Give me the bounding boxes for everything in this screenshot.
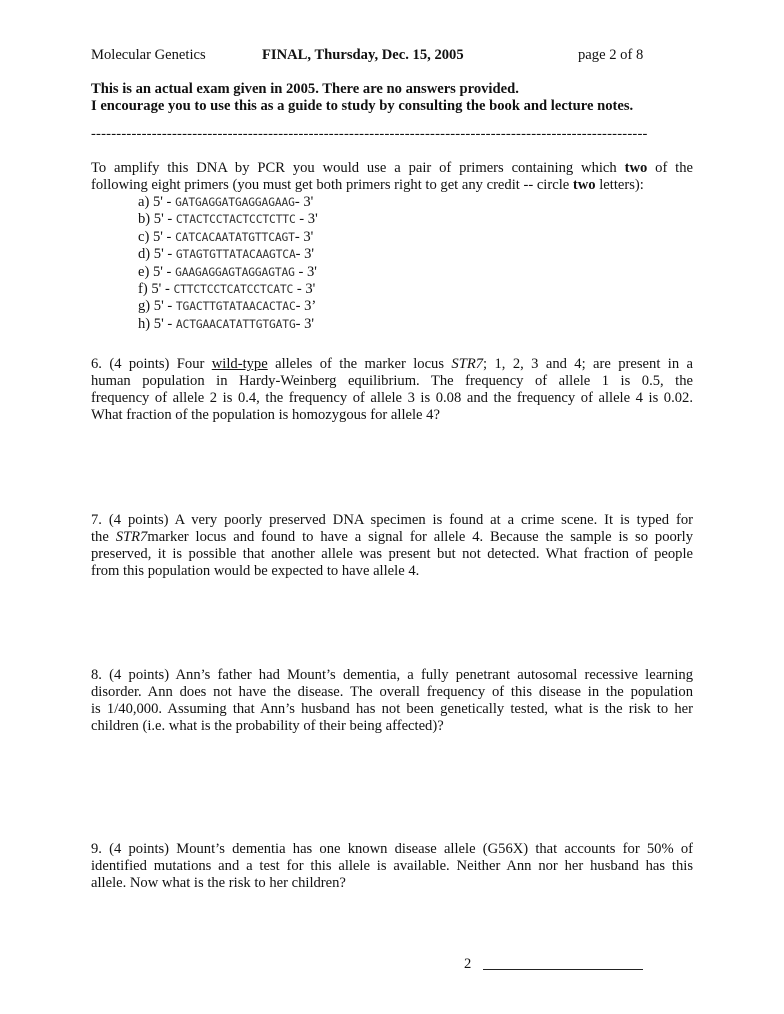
page-indicator: page 2 of 8	[578, 47, 644, 63]
primer-option-d[interactable]: d) 5' - GTAGTGTTATACAAGTCA- 3'	[138, 246, 315, 263]
question-9	[91, 841, 693, 892]
question-7-line-4: from this population would be expected to have allele 4.	[91, 563, 420, 579]
question-9-line-2: identified mutations and a test for this allele is available. Neither Ann nor her husband has this	[91, 858, 693, 874]
question-6-line-3: frequency of allele 2 is 0.4, the frequency of allele 3 is 0.08 and the frequency of allele 4 is 0.02.	[91, 390, 693, 406]
footer-page-number: 2	[464, 956, 472, 972]
question-8-line-3: is 1/40,000. Assuming that Ann’s husband has not been genetically tested, what is the risk to her	[91, 701, 693, 717]
question-7-line-3: preserved, it is possible that another allele was present but not detected. What fraction of people	[91, 546, 693, 562]
primer-option-b[interactable]: b) 5' - CTACTCCTACTCCTCTTC - 3'	[138, 211, 318, 228]
primer-option-e[interactable]: e) 5' - GAAGAGGAGTAGGAGTAG - 3'	[138, 263, 317, 280]
question-7	[91, 512, 693, 580]
primer-option-c[interactable]: c) 5' - CATCACAATATGTTCAGT- 3'	[138, 228, 314, 245]
question-8-line-1: 8. (4 points) Ann’s father had Mount’s dementia, a fully penetrant autosomal recessive learning	[91, 667, 693, 683]
pcr-question	[91, 160, 693, 194]
primer-option-f[interactable]: f) 5' - CTTCTCCTCATCCTCATC - 3'	[138, 280, 316, 297]
question-6-line-1: 6. (4 points) Four wild-type alleles of the marker locus STR7; 1, 2, 3 and 4; are present in a	[91, 356, 693, 372]
question-6-line-2: human population in Hardy-Weinberg equilibrium. The frequency of allele 1 is 0.5, the	[91, 373, 693, 389]
exam-title: FINAL, Thursday, Dec. 15, 2005	[262, 47, 464, 63]
primer-option-a[interactable]: a) 5' - GATGAGGATGAGGAGAAG- 3'	[138, 194, 314, 210]
primer-option-g[interactable]: g) 5' - TGACTTGTATAACACTAC- 3’	[138, 298, 317, 315]
pcr-question-line-2: following eight primers (you must get both primers right to get any credit -- circle two letters):	[91, 177, 644, 193]
question-9-line-3: allele. Now what is the risk to her children?	[91, 875, 346, 891]
pcr-question-line-1: To amplify this DNA by PCR you would use a pair of primers containing which two of the	[91, 160, 693, 176]
question-8	[91, 667, 693, 735]
question-6	[91, 356, 693, 424]
question-7-line-2: the STR7marker locus and found to have a signal for allele 4. Because the sample is so poorly	[91, 529, 694, 545]
question-9-line-1: 9. (4 points) Mount’s dementia has one known disease allele (G56X) that accounts for 50% of	[91, 841, 693, 857]
primer-option-h[interactable]: h) 5' - ACTGAACATATTGTGATG- 3'	[138, 315, 315, 332]
question-8-line-4: children (i.e. what is the probability of their being affected)?	[91, 718, 444, 734]
divider: --------------------------------------------------------------------------------------------------------------	[91, 126, 648, 142]
footer-initials-line	[483, 969, 643, 970]
course-title: Molecular Genetics	[91, 47, 206, 63]
primer-list	[138, 194, 318, 333]
question-7-line-1: 7. (4 points) A very poorly preserved DNA specimen is found at a crime scene. It is typed for	[91, 512, 693, 528]
exam-note-line-1: This is an actual exam given in 2005. There are no answers provided.	[91, 81, 519, 97]
exam-note	[91, 81, 731, 115]
exam-note-line-2: I encourage you to use this as a guide to study by consulting the book and lecture notes.	[91, 98, 634, 114]
question-8-line-2: disorder. Ann does not have the disease. The overall frequency of this disease in the population	[91, 684, 693, 700]
question-6-line-4: What fraction of the population is homozygous for allele 4?	[91, 407, 440, 423]
